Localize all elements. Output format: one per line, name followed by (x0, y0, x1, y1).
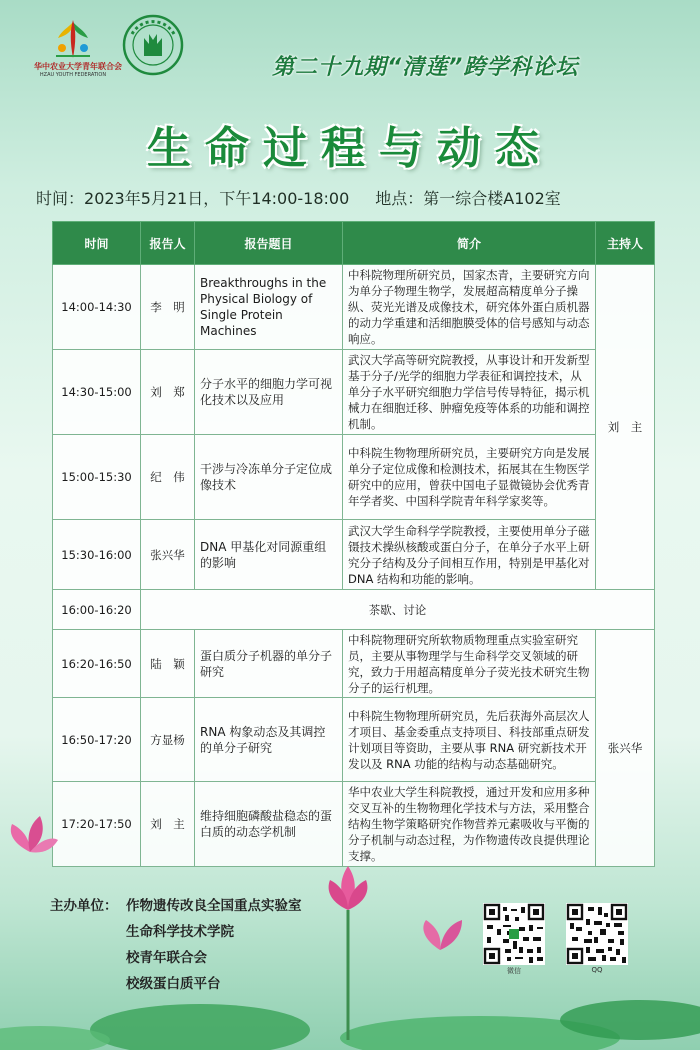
row-intro: 中科院生物物理所研究员，主要研究方向是发展单分子定位成像和检测技术，拓展其在生物医学研究中的应用，曾获中国电子显微镜协会优秀青年学者奖、中国科学院青年科学家奖等。 (343, 435, 596, 520)
wechat-qr-code-icon (483, 903, 545, 965)
logo-en-text: HZAU YOUTH FEDERATION (39, 72, 107, 78)
row-time: 16:20-16:50 (53, 630, 141, 698)
table-row (53, 698, 655, 782)
row-topic: RNA 构象动态及其调控的单分子研究 (195, 698, 343, 782)
forum-title: 第二十九期“清莲”跨学科论坛 (272, 55, 579, 80)
organizer-item: 校青年联合会 (126, 950, 207, 966)
event-info (36, 186, 561, 209)
row-time: 14:30-15:00 (53, 350, 141, 435)
row-time: 15:30-16:00 (53, 520, 141, 590)
header-topic: 报告题目 (195, 222, 343, 265)
lotus-leaf-icon (90, 1004, 310, 1050)
row-time: 15:00-15:30 (53, 435, 141, 520)
logo-cn-text: 华中农业大学青年联合会 (34, 62, 122, 71)
wechat-qr (483, 903, 545, 976)
time-value: 2023年5月21日，下午14:00-18:00 (84, 189, 350, 208)
row-speaker: 张兴华 (141, 520, 195, 590)
row-speaker: 纪 伟 (141, 435, 195, 520)
break-label: 茶歇、讨论 (141, 590, 655, 630)
row-speaker: 方显杨 (141, 698, 195, 782)
host-cell-2: 张兴华 (596, 630, 655, 867)
row-topic: 维持细胞磷酸盐稳态的蛋白质的动态学机制 (195, 782, 343, 867)
place-value: 第一综合楼A102室 (423, 189, 561, 208)
row-speaker: 刘 郑 (141, 350, 195, 435)
lotus-flower-icon (329, 866, 368, 910)
row-intro: 武汉大学高等研究院教授，从事设计和开发新型基于分子/光学的细胞力学表征和调控技术，从单分子水平研究细胞力学信号传导特征，揭示机械力在细胞迁移、肿瘤免疫等体系的功能和调控机制。 (343, 350, 596, 435)
row-topic: Breakthroughs in the Physical Biology of Single Protein Machines (195, 265, 343, 350)
row-speaker: 刘 主 (141, 782, 195, 867)
row-time: 14:00-14:30 (53, 265, 141, 350)
university-seal-icon (122, 14, 184, 76)
time-label: 时间： (36, 189, 85, 208)
break-time: 16:00-16:20 (53, 590, 141, 630)
row-speaker: 陆 颖 (141, 630, 195, 698)
place-label: 地点： (375, 189, 424, 208)
table-row (53, 265, 655, 350)
organizer-item: 校级蛋白质平台 (126, 976, 221, 992)
qq-qr-code-icon (566, 903, 628, 965)
row-topic: 蛋白质分子机器的单分子研究 (195, 630, 343, 698)
row-intro: 华中农业大学生科院教授，通过开发和应用多种交叉互补的生物物理化学技术与方法，采用整合结构生物学策略研究作物营养元素吸收与平衡的分子机制与动态过程，为作物遗传改良提供理论支撑。 (343, 782, 596, 867)
break-row (53, 590, 655, 630)
header-time: 时间 (53, 222, 141, 265)
organizer-item: 作物遗传改良全国重点实验室 (126, 898, 302, 914)
table-row (53, 520, 655, 590)
university-seal-logo (122, 14, 184, 76)
lotus-flower-icon (423, 920, 462, 950)
host-cell-1: 刘 主 (596, 265, 655, 590)
table-row (53, 350, 655, 435)
lotus-flower-icon (11, 816, 58, 853)
table-row (53, 630, 655, 698)
row-topic: 干涉与冷冻单分子定位成像技术 (195, 435, 343, 520)
row-intro: 中科院生物物理所研究员，先后获海外高层次人才项目、基金委重点支持项目、科技部重点研发计划项目等资助，主要从事 RNA 研究新技术开发以及 RNA 功能的结构与动态基础研究。 (343, 698, 596, 782)
youth-federation-logo (34, 18, 122, 80)
row-intro: 中科院物理所研究员，国家杰青，主要研究方向为单分子物理生物学，发展超高精度单分子操纵、荧光光谱及成像技术，研究体外蛋白质机器的动力学重建和活细胞膜受体的信号感知与动态响应。 (343, 265, 596, 350)
row-speaker: 李 明 (141, 265, 195, 350)
row-topic: 分子水平的细胞力学可视化技术以及应用 (195, 350, 343, 435)
header-host: 主持人 (596, 222, 655, 265)
row-intro: 中科院物理研究所软物质物理重点实验室研究员，主要从事物理学与生命科学交叉领域的研究，致力于用超高精度单分子荧光技术研究生物分子的运行机理。 (343, 630, 596, 698)
organizers-label: 主办单位： (50, 898, 118, 914)
row-topic: DNA 甲基化对同源重组的影响 (195, 520, 343, 590)
schedule-table (52, 221, 655, 867)
main-title: 生命过程与动态 (147, 123, 553, 174)
organizer-item: 生命科学技术学院 (126, 924, 234, 940)
row-time: 17:20-17:50 (53, 782, 141, 867)
wechat-caption: 微信 (507, 967, 521, 975)
row-intro: 武汉大学生命科学学院教授，主要使用单分子磁镊技术操纵核酸或蛋白分子，在单分子水平上研究分子结构及分子间相互作用，特别是甲基化对 DNA 结构和功能的影响。 (343, 520, 596, 590)
youth-federation-emblem-icon (50, 18, 96, 60)
table-row (53, 435, 655, 520)
row-time: 16:50-17:20 (53, 698, 141, 782)
header-speaker: 报告人 (141, 222, 195, 265)
qq-caption: QQ (591, 966, 603, 974)
table-header-row (53, 222, 655, 265)
header-intro: 简介 (343, 222, 596, 265)
qq-qr (566, 903, 628, 974)
